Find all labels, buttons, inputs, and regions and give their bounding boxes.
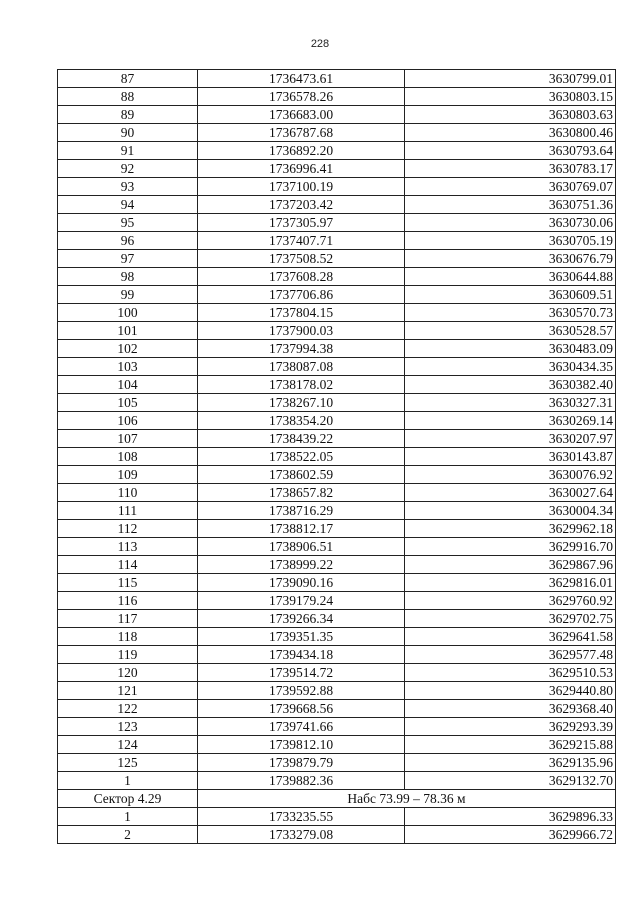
point-number-cell: 117: [58, 610, 198, 628]
point-number-cell: 116: [58, 592, 198, 610]
table-row: [58, 754, 616, 772]
x-coordinate-cell: 1738522.05: [198, 448, 405, 466]
x-coordinate-cell: 1737900.03: [198, 322, 405, 340]
point-number-cell: 100: [58, 304, 198, 322]
table-row: [58, 718, 616, 736]
y-coordinate-cell: 3630803.63: [405, 106, 616, 124]
x-coordinate-cell: 1739741.66: [198, 718, 405, 736]
y-coordinate-cell: 3630800.46: [405, 124, 616, 142]
x-coordinate-cell: 1738439.22: [198, 430, 405, 448]
point-number-cell: 109: [58, 466, 198, 484]
point-number-cell: 87: [58, 70, 198, 88]
y-coordinate-cell: 3630434.35: [405, 358, 616, 376]
table-row: [58, 538, 616, 556]
table-row: [58, 574, 616, 592]
y-coordinate-cell: 3629966.72: [405, 826, 616, 844]
x-coordinate-cell: 1736892.20: [198, 142, 405, 160]
x-coordinate-cell: 1738812.17: [198, 520, 405, 538]
point-number-cell: 96: [58, 232, 198, 250]
y-coordinate-cell: 3629293.39: [405, 718, 616, 736]
y-coordinate-cell: 3629577.48: [405, 646, 616, 664]
point-number-cell: 98: [58, 268, 198, 286]
y-coordinate-cell: 3629510.53: [405, 664, 616, 682]
point-number-cell: 110: [58, 484, 198, 502]
x-coordinate-cell: 1739812.10: [198, 736, 405, 754]
table-row: [58, 106, 616, 124]
table-row: [58, 286, 616, 304]
coordinates-table: [57, 69, 616, 844]
x-coordinate-cell: 1739090.16: [198, 574, 405, 592]
table-row: [58, 466, 616, 484]
table-row: [58, 160, 616, 178]
point-number-cell: 122: [58, 700, 198, 718]
y-coordinate-cell: 3629135.96: [405, 754, 616, 772]
y-coordinate-cell: 3630570.73: [405, 304, 616, 322]
point-number-cell: 125: [58, 754, 198, 772]
point-number-cell: 106: [58, 412, 198, 430]
table-row: [58, 502, 616, 520]
x-coordinate-cell: 1739351.35: [198, 628, 405, 646]
x-coordinate-cell: 1736787.68: [198, 124, 405, 142]
sector-row: [58, 790, 616, 808]
x-coordinate-cell: 1737305.97: [198, 214, 405, 232]
point-number-cell: 112: [58, 520, 198, 538]
point-number-cell: 119: [58, 646, 198, 664]
y-coordinate-cell: 3630327.31: [405, 394, 616, 412]
x-coordinate-cell: 1738178.02: [198, 376, 405, 394]
y-coordinate-cell: 3629896.33: [405, 808, 616, 826]
x-coordinate-cell: 1738716.29: [198, 502, 405, 520]
point-number-cell: 103: [58, 358, 198, 376]
y-coordinate-cell: 3629641.58: [405, 628, 616, 646]
y-coordinate-cell: 3630609.51: [405, 286, 616, 304]
y-coordinate-cell: 3629962.18: [405, 520, 616, 538]
point-number-cell: 121: [58, 682, 198, 700]
y-coordinate-cell: 3630769.07: [405, 178, 616, 196]
table-row: [58, 556, 616, 574]
point-number-cell: 91: [58, 142, 198, 160]
point-number-cell: 120: [58, 664, 198, 682]
y-coordinate-cell: 3630382.40: [405, 376, 616, 394]
table-row: [58, 358, 616, 376]
x-coordinate-cell: 1738602.59: [198, 466, 405, 484]
y-coordinate-cell: 3630004.34: [405, 502, 616, 520]
table-row: [58, 268, 616, 286]
table-row: [58, 340, 616, 358]
point-number-cell: 114: [58, 556, 198, 574]
table-row: [58, 394, 616, 412]
table-row: [58, 70, 616, 88]
point-number-cell: 115: [58, 574, 198, 592]
x-coordinate-cell: 1737994.38: [198, 340, 405, 358]
y-coordinate-cell: 3630705.19: [405, 232, 616, 250]
point-number-cell: 88: [58, 88, 198, 106]
x-coordinate-cell: 1739434.18: [198, 646, 405, 664]
x-coordinate-cell: 1738267.10: [198, 394, 405, 412]
y-coordinate-cell: 3630803.15: [405, 88, 616, 106]
y-coordinate-cell: 3630483.09: [405, 340, 616, 358]
x-coordinate-cell: 1737608.28: [198, 268, 405, 286]
x-coordinate-cell: 1738999.22: [198, 556, 405, 574]
y-coordinate-cell: 3630644.88: [405, 268, 616, 286]
table-row: [58, 88, 616, 106]
table-row: [58, 124, 616, 142]
y-coordinate-cell: 3630730.06: [405, 214, 616, 232]
table-row: [58, 304, 616, 322]
x-coordinate-cell: 1737100.19: [198, 178, 405, 196]
y-coordinate-cell: 3630207.97: [405, 430, 616, 448]
x-coordinate-cell: 1737508.52: [198, 250, 405, 268]
point-number-cell: 108: [58, 448, 198, 466]
point-number-cell: 92: [58, 160, 198, 178]
point-number-cell: 99: [58, 286, 198, 304]
table-row: [58, 484, 616, 502]
point-number-cell: 113: [58, 538, 198, 556]
point-number-cell: 94: [58, 196, 198, 214]
x-coordinate-cell: 1739668.56: [198, 700, 405, 718]
x-coordinate-cell: 1738087.08: [198, 358, 405, 376]
y-coordinate-cell: 3630676.79: [405, 250, 616, 268]
y-coordinate-cell: 3630793.64: [405, 142, 616, 160]
y-coordinate-cell: 3630027.64: [405, 484, 616, 502]
table-row: [58, 250, 616, 268]
table-row: [58, 592, 616, 610]
x-coordinate-cell: 1736473.61: [198, 70, 405, 88]
point-number-cell: 95: [58, 214, 198, 232]
table-row: [58, 826, 616, 844]
point-number-cell: 107: [58, 430, 198, 448]
table-row: [58, 808, 616, 826]
y-coordinate-cell: 3630783.17: [405, 160, 616, 178]
point-number-cell: 111: [58, 502, 198, 520]
point-number-cell: 118: [58, 628, 198, 646]
point-number-cell: 2: [58, 826, 198, 844]
x-coordinate-cell: 1737407.71: [198, 232, 405, 250]
x-coordinate-cell: 1739179.24: [198, 592, 405, 610]
point-number-cell: 105: [58, 394, 198, 412]
point-number-cell: 93: [58, 178, 198, 196]
table-row: [58, 520, 616, 538]
y-coordinate-cell: 3630076.92: [405, 466, 616, 484]
x-coordinate-cell: 1739514.72: [198, 664, 405, 682]
y-coordinate-cell: 3629702.75: [405, 610, 616, 628]
table-row: [58, 214, 616, 232]
table-row: [58, 430, 616, 448]
x-coordinate-cell: 1737706.86: [198, 286, 405, 304]
y-coordinate-cell: 3629916.70: [405, 538, 616, 556]
x-coordinate-cell: 1733279.08: [198, 826, 405, 844]
point-number-cell: 123: [58, 718, 198, 736]
point-number-cell: 89: [58, 106, 198, 124]
point-number-cell: 1: [58, 808, 198, 826]
x-coordinate-cell: 1736996.41: [198, 160, 405, 178]
y-coordinate-cell: 3629440.80: [405, 682, 616, 700]
x-coordinate-cell: 1733235.55: [198, 808, 405, 826]
x-coordinate-cell: 1738354.20: [198, 412, 405, 430]
point-number-cell: 104: [58, 376, 198, 394]
point-number-cell: 124: [58, 736, 198, 754]
page-number: 228: [310, 38, 330, 50]
point-number-cell: 101: [58, 322, 198, 340]
y-coordinate-cell: 3630143.87: [405, 448, 616, 466]
y-coordinate-cell: 3629760.92: [405, 592, 616, 610]
table-row: [58, 448, 616, 466]
table-row: [58, 664, 616, 682]
table-row: [58, 610, 616, 628]
y-coordinate-cell: 3629368.40: [405, 700, 616, 718]
y-coordinate-cell: 3630269.14: [405, 412, 616, 430]
sector-height-range: Набс 73.99 – 78.36 м: [198, 790, 616, 808]
x-coordinate-cell: 1739592.88: [198, 682, 405, 700]
point-number-cell: 1: [58, 772, 198, 790]
table-row: [58, 322, 616, 340]
point-number-cell: 102: [58, 340, 198, 358]
table-row: [58, 646, 616, 664]
table-row: [58, 376, 616, 394]
table-row: [58, 178, 616, 196]
y-coordinate-cell: 3629215.88: [405, 736, 616, 754]
table-row: [58, 142, 616, 160]
x-coordinate-cell: 1738906.51: [198, 538, 405, 556]
x-coordinate-cell: 1736578.26: [198, 88, 405, 106]
table-row: [58, 412, 616, 430]
y-coordinate-cell: 3629132.70: [405, 772, 616, 790]
table-row: [58, 628, 616, 646]
coordinates-table-body: [58, 70, 616, 844]
y-coordinate-cell: 3629816.01: [405, 574, 616, 592]
table-row: [58, 196, 616, 214]
y-coordinate-cell: 3629867.96: [405, 556, 616, 574]
x-coordinate-cell: 1739266.34: [198, 610, 405, 628]
x-coordinate-cell: 1738657.82: [198, 484, 405, 502]
table-row: [58, 232, 616, 250]
x-coordinate-cell: 1737804.15: [198, 304, 405, 322]
x-coordinate-cell: 1736683.00: [198, 106, 405, 124]
y-coordinate-cell: 3630751.36: [405, 196, 616, 214]
table-row: [58, 736, 616, 754]
table-row: [58, 700, 616, 718]
x-coordinate-cell: 1737203.42: [198, 196, 405, 214]
point-number-cell: 90: [58, 124, 198, 142]
table-row: [58, 682, 616, 700]
y-coordinate-cell: 3630799.01: [405, 70, 616, 88]
x-coordinate-cell: 1739879.79: [198, 754, 405, 772]
y-coordinate-cell: 3630528.57: [405, 322, 616, 340]
table-row: [58, 772, 616, 790]
sector-label: Сектор 4.29: [58, 790, 198, 808]
x-coordinate-cell: 1739882.36: [198, 772, 405, 790]
point-number-cell: 97: [58, 250, 198, 268]
